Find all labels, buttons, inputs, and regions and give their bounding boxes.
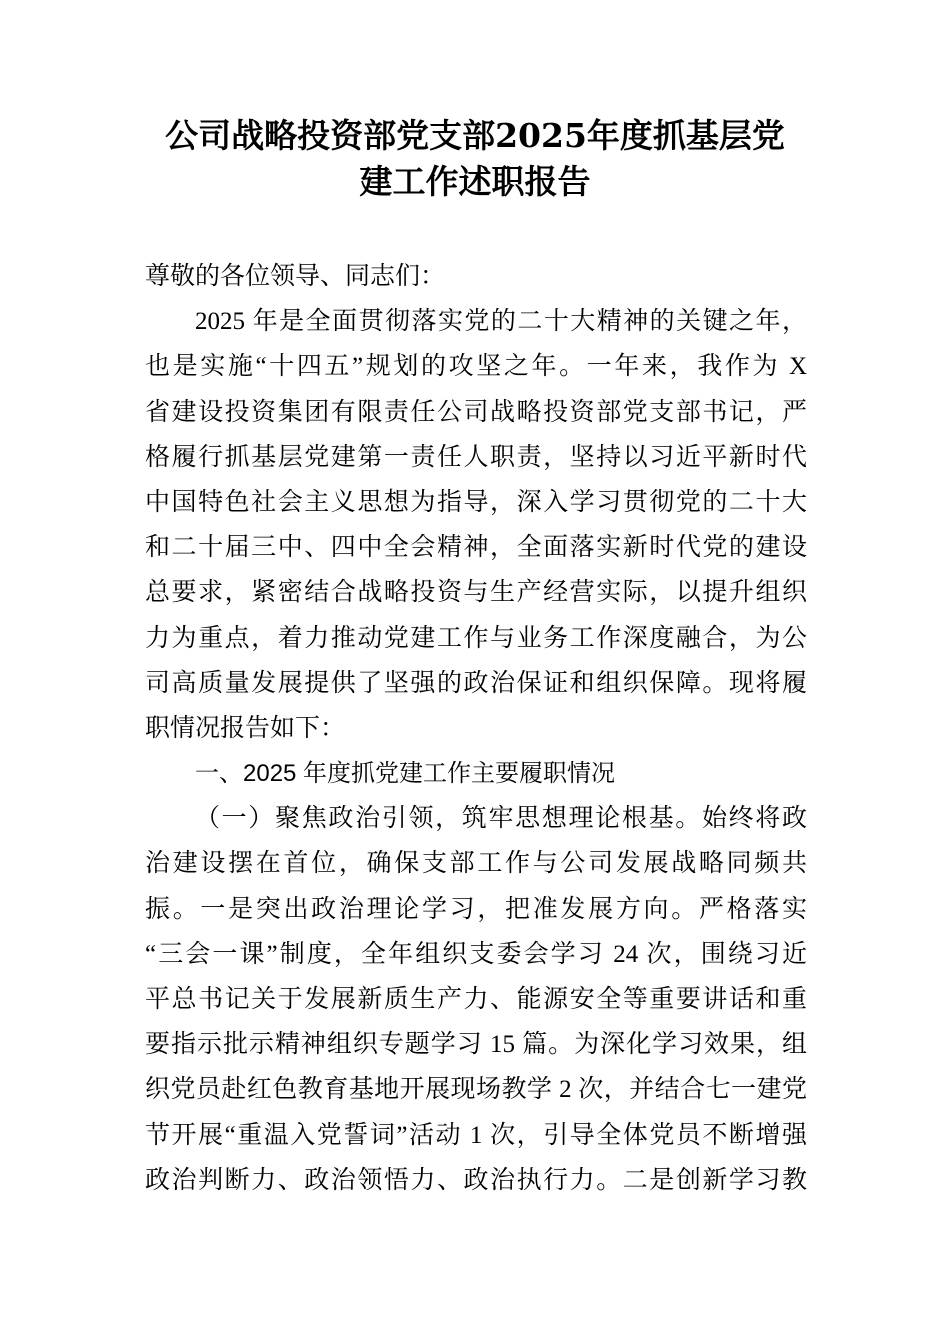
paragraph-line: 要指示批示精神组织专题学习 15 篇。为深化学习效果，组 [145, 1031, 807, 1059]
intro-paragraph [145, 299, 807, 751]
paragraph-line: 职情况报告如下： [145, 714, 346, 742]
subsection-paragraph [145, 796, 807, 1203]
title-line-1: 公司战略投资部党支部2025年度抓基层党 [165, 116, 785, 155]
paragraph-line: 总要求，紧密结合战略投资与生产经营实际，以提升组织 [145, 579, 807, 607]
title-line-2: 建工作述职报告 [359, 162, 591, 201]
paragraph-line: 平总书记关于发展新质生产力、能源安全等重要讲话和重 [145, 986, 807, 1013]
paragraph-line: 省建设投资集团有限责任公司战略投资部党支部书记，严 [145, 398, 807, 426]
paragraph-line: 和二十届三中、四中全会精神，全面落实新时代党的建设 [145, 534, 807, 562]
paragraph-line: “三会一课”制度，全年组织支委会学习 24 次，围绕习近 [145, 940, 807, 968]
paragraph-line: 政治判断力、政治领悟力、政治执行力。二是创新学习教 [145, 1166, 807, 1194]
paragraph-line: 力为重点，着力推动党建工作与业务工作深度融合，为公 [145, 624, 807, 652]
paragraph-line: 节开展“重温入党誓词”活动 1 次，引导全体党员不断增强 [145, 1121, 807, 1149]
paragraph-line: 中国特色社会主义思想为指导，深入学习贯彻党的二十大 [145, 488, 807, 516]
paragraph-line: 格履行抓基层党建第一责任人职责，坚持以习近平新时代 [145, 443, 807, 471]
section-heading: 一、2025 年度抓党建工作主要履职情况 [195, 760, 616, 788]
document-title [145, 113, 805, 205]
paragraph-line: 治建设摆在首位，确保支部工作与公司发展战略同频共 [145, 850, 807, 878]
paragraph-line: 司高质量发展提供了坚强的政治保证和组织保障。现将履 [145, 669, 807, 697]
paragraph-line: 织党员赴红色教育基地开展现场教学 2 次，并结合七一建党 [145, 1076, 807, 1104]
salutation: 尊敬的各位领导、同志们： [145, 263, 446, 290]
document-body [145, 254, 807, 1203]
paragraph-line: （一）聚焦政治引领，筑牢思想理论根基。始终将政 [195, 805, 807, 833]
paragraph-line: 振。一是突出政治理论学习，把准发展方向。严格落实 [145, 895, 807, 923]
paragraph-line: 2025 年是全面贯彻落实党的二十大精神的关键之年， [195, 308, 807, 336]
paragraph-line: 也是实施“十四五”规划的攻坚之年。一年来，我作为 X [145, 353, 807, 381]
